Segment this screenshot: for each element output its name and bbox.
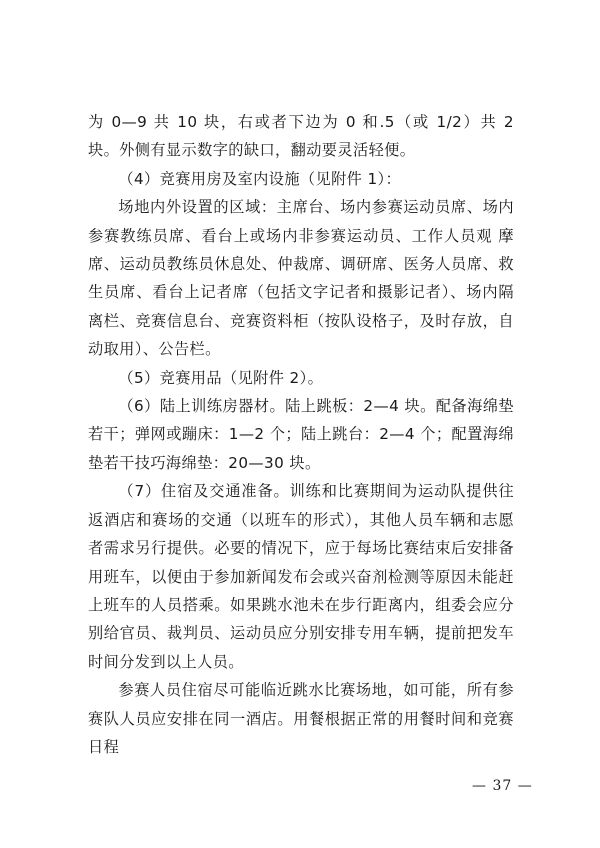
page-number: — 37 — [472,778,533,794]
paragraph-venue-areas: 场地内外设置的区域：主席台、场内参赛运动员席、场内参赛教练员席、看台上或场内非参赛运动员、工作人员观 摩席、运动员教练员休息处、仲裁席、调研席、医务人员席、救生员席、看台上记者席（包括文字记者和摄影记者）、场内隔离栏、竞赛信息台、竞赛资料柜（按队设格子，及时存放，自动取用）、公告栏。 [88,198,514,359]
paragraph-item-7-accommodation: （7）住宿及交通准备。训练和比赛期间为运动队提供往返酒店和赛场的交通（以班车的形式），其他人员车辆和志愿者需求另行提供。必要的情况下，应于每场比赛结束后安排备用班车，以便由于参加新闻发布会或兴奋剂检测等原因未能赶上班车的人员搭乘。如果跳水池未在步行距离内，组委会应分别给官员、裁判员、运动员应分别安排专用车辆，提前把发车时间分发到以上人员。 [88,482,514,671]
paragraph-item-6-equipment: （6）陆上训练房器材。陆上跳板：2—4 块。配备海绵垫若干；弹网或蹦床：1—2 个；陆上跳台：2—4 个；配置海绵垫若干技巧海绵垫：20—30 块。 [88,397,514,472]
paragraph-item-5-heading: （5）竞赛用品（见附件 2）。 [118,368,324,387]
paragraph-lodging: 参赛人员住宿尽可能临近跳水比赛场地，如可能，所有参赛队人员应安排在同一酒店。用餐根据正常的用餐时间和竞赛日程 [88,681,514,756]
paragraph-item-4-heading: （4）竞赛用房及室内设施（见附件 1）： [118,169,402,188]
paragraph-continuation: 为 0—9 共 10 块，右或者下边为 0 和.5（或 1/2）共 2 块。外侧有显示数字的缺口，翻动要灵活轻便。 [88,113,514,160]
body-text [88,108,514,761]
